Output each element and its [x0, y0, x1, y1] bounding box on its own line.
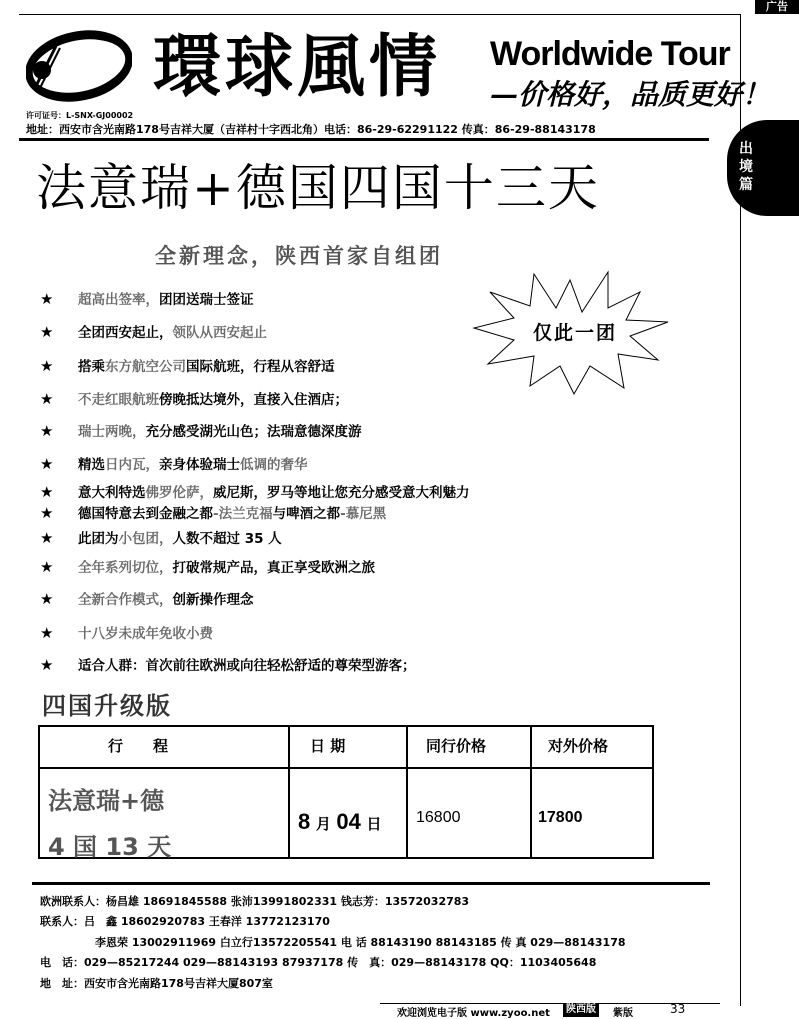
globe-logo-icon	[26, 26, 132, 106]
feature-text: 十八岁未成年免收小费	[78, 626, 213, 642]
feature-item	[40, 502, 386, 522]
feature-text: 国际航班，行程从容舒适	[186, 359, 335, 375]
feature-text: 东方航空公司	[105, 359, 186, 375]
table-header-public-price: 对外价格	[548, 737, 609, 755]
feature-text: 打破常规产品，真正享受欧洲之旅	[172, 560, 375, 576]
contact-line-europe: 欧洲联系人：杨昌雄 18691845588 张沛13991802331 钱志芳：13572032783	[40, 895, 470, 908]
feature-text: 佛罗伦萨，	[145, 485, 213, 501]
table-header-route: 行 程	[108, 737, 169, 755]
star-bullet-icon: ★	[40, 504, 54, 522]
feature-item	[40, 355, 335, 375]
feature-text: 威尼斯，罗马等地	[213, 485, 321, 501]
feature-text: 全新合作模式，	[78, 592, 173, 608]
feature-text: 意大利特选	[78, 485, 146, 501]
feature-item	[40, 588, 254, 608]
edition-badge: 陕西版	[563, 1003, 599, 1017]
public-price: 17800	[538, 809, 583, 826]
price-table	[38, 725, 654, 859]
burst-label: 仅此一团	[532, 322, 617, 344]
date-month: 8	[298, 809, 311, 834]
header-address: 地址：西安市含光南路178号吉祥大厦（吉祥村十字西北角）电话：86-29-62291122 传真：86-29-88143178	[26, 123, 596, 136]
feature-item	[40, 288, 254, 308]
feature-text: 让您充分感受意大利魅力	[321, 485, 470, 501]
ad-label: 广告	[755, 0, 799, 14]
web-edition-note: 欢迎浏览电子版 www.zyoo.net	[397, 1008, 550, 1019]
feature-text: 低调的奢华	[240, 457, 308, 473]
feature-text: 小包团，	[118, 531, 173, 547]
feature-text: 创新操作理念	[172, 592, 254, 608]
brand-name-chinese: 環球風情	[153, 28, 442, 107]
route-duration: 4 国 13 天	[48, 833, 172, 861]
feature-item	[40, 556, 375, 576]
feature-item	[40, 654, 416, 674]
table-header-trade-price: 同行价格	[426, 737, 487, 755]
header-divider	[19, 138, 709, 141]
star-bullet-icon: ★	[40, 624, 54, 642]
section-title: 四国升级版	[42, 692, 172, 720]
slogan: —价格好，品质更好！	[490, 78, 771, 111]
tour-subtitle: 全新理念，陕西首家自组团	[155, 244, 443, 268]
license-number: 许可证号：L-SNX-GJ00002	[26, 111, 134, 120]
date-day: 04	[336, 809, 361, 834]
table-header-divider	[40, 767, 652, 769]
route-name: 法意瑞+德	[48, 787, 165, 815]
feature-text: 全团西安起止，	[78, 325, 173, 341]
edition-color: 紫版	[613, 1008, 633, 1019]
feature-text: 与啤酒之都	[272, 506, 341, 522]
feature-item	[40, 527, 282, 547]
table-divider	[406, 727, 408, 857]
brand-name-english: Worldwide Tour	[490, 35, 730, 73]
star-bullet-icon: ★	[40, 290, 54, 308]
feature-text: -慕尼黑	[340, 506, 387, 522]
feature-text: 精选	[78, 457, 105, 473]
contact-line-address: 地 址：西安市含光南路178号吉祥大厦807室	[40, 977, 273, 990]
feature-text: 日内瓦，	[105, 457, 159, 473]
feature-item	[40, 622, 213, 642]
top-frame-line	[19, 14, 740, 15]
table-divider	[530, 727, 532, 857]
trade-price: 16800	[416, 809, 461, 826]
feature-text: 充分感受湖光山色；法瑞意德深度游	[145, 424, 362, 440]
tour-title: 法意瑞+德国四国十三天	[36, 159, 600, 217]
feature-text: 此团为	[78, 531, 119, 547]
star-bullet-icon: ★	[40, 483, 54, 501]
side-section-tab-label: 出境篇	[739, 141, 753, 193]
feature-text: 团团送瑞士签证	[159, 292, 254, 308]
table-header-date: 日 期	[310, 737, 346, 755]
star-bullet-icon: ★	[40, 590, 54, 608]
contact-line-phone: 电 话：029—85217244 029—88143193 87937178 传 真：029—88143178 QQ：1103405648	[40, 956, 597, 969]
star-bullet-icon: ★	[40, 656, 54, 674]
contact-line-staff-2: 李恩荣 13002911969 白立行13572205541 电 话 88143190 88143185 传 真 029—88143178	[95, 936, 626, 949]
feature-text: 领队从西安起止	[172, 325, 267, 341]
feature-text: 全年系列切位，	[78, 560, 173, 576]
feature-text: 适合人群：首次前往欧洲或向往轻松舒适的尊荣型游客；	[78, 658, 416, 674]
page-number: 33	[670, 1002, 686, 1016]
feature-text: 超高出签率，	[78, 292, 159, 308]
feature-text: 德国特意去到金融之都	[78, 506, 213, 522]
date-month-unit: 月	[315, 815, 331, 833]
feature-text: 搭乘	[78, 359, 105, 375]
feature-text: 亲身体验瑞士	[159, 457, 240, 473]
feature-text: 瑞士两晚，	[78, 424, 146, 440]
feature-item	[40, 481, 470, 501]
feature-item	[40, 420, 362, 440]
star-bullet-icon: ★	[40, 558, 54, 576]
star-bullet-icon: ★	[40, 422, 54, 440]
star-bullet-icon: ★	[40, 529, 54, 547]
feature-text: -法兰克福	[213, 506, 273, 522]
star-bullet-icon: ★	[40, 357, 54, 375]
departure-date	[298, 809, 382, 835]
star-bullet-icon: ★	[40, 390, 54, 408]
feature-text: 人数不超过 35 人	[172, 531, 282, 547]
feature-text: 傍晚抵达境外，直接入住酒店；	[159, 392, 348, 408]
star-bullet-icon: ★	[40, 455, 54, 473]
feature-item	[40, 388, 348, 408]
feature-text: 不走红眼航班	[78, 392, 159, 408]
contacts-divider	[32, 882, 710, 885]
table-divider	[288, 727, 290, 857]
feature-item	[40, 453, 308, 473]
star-bullet-icon: ★	[40, 323, 54, 341]
contact-line-staff: 联系人：吕 鑫 18602920783 王春洋 13772123170	[40, 915, 330, 928]
date-day-unit: 日	[366, 815, 382, 833]
feature-item	[40, 321, 267, 341]
